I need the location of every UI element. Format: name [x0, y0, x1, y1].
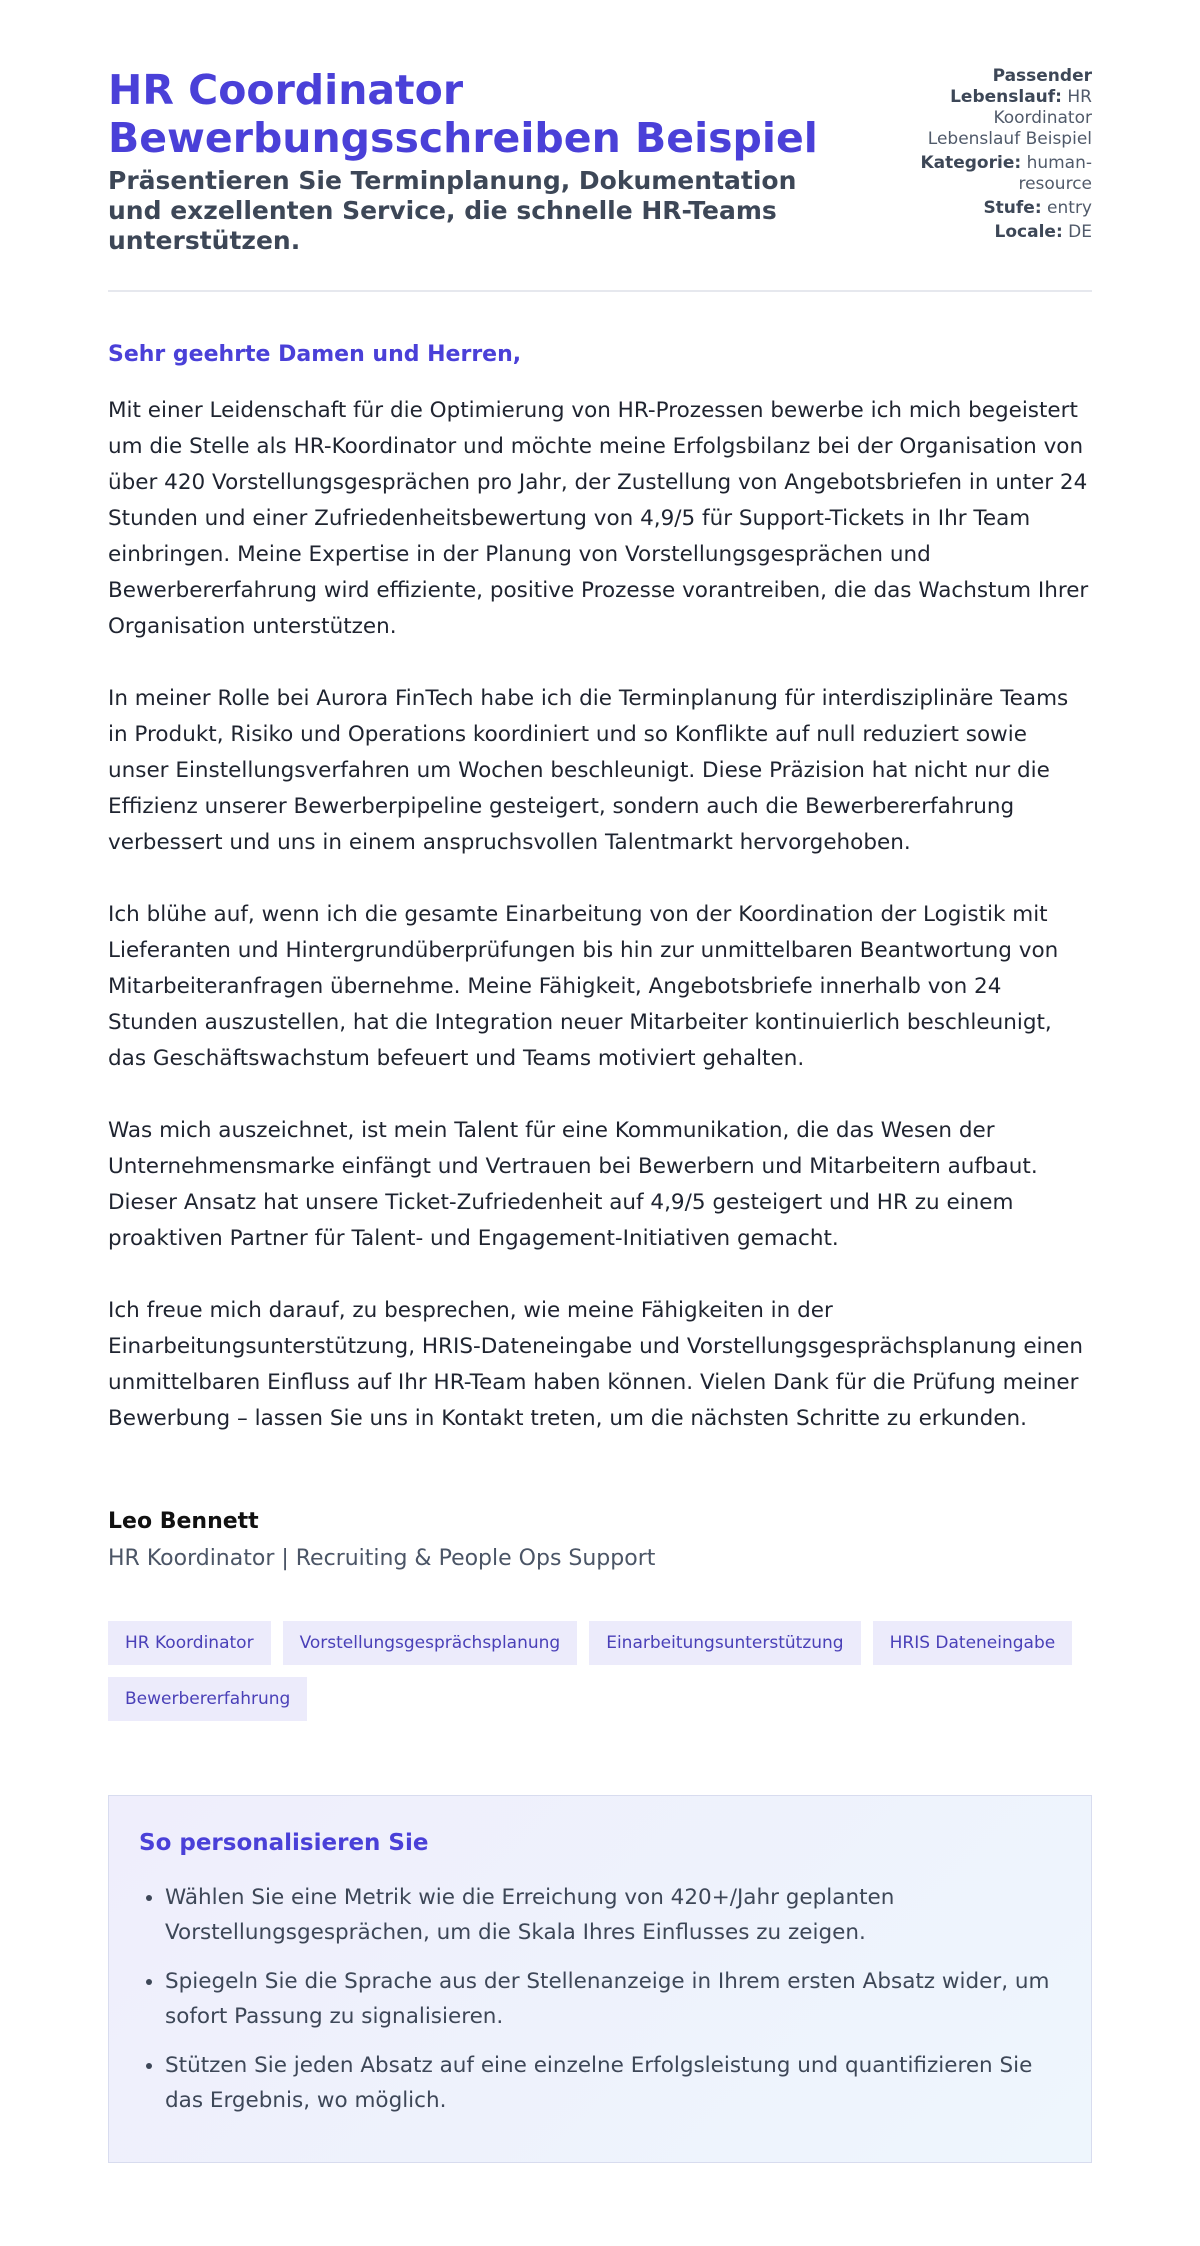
signature-role: HR Koordinator | Recruiting & People Ops Support	[108, 1546, 656, 1571]
skill-tag: Bewerbererfahrung	[108, 1677, 307, 1721]
signature-name: Leo Bennett	[108, 1509, 259, 1534]
letter-paragraph: Ich freue mich darauf, zu besprechen, wie meine Fähigkeiten in der Einarbeitungsunterstützung, HRIS-Dateneingabe und Vorstellungsgesprächsplanung einen unmittelbaren Einfluss auf Ihr HR-Team haben können. Vielen Dank für die Prüfung meiner Bewerbung – lassen Sie uns in Kontakt treten, um die nächsten Schritte zu erkunden.	[108, 1298, 1083, 1431]
skill-tag: HRIS Dateneingabe	[873, 1621, 1073, 1665]
meta-label: Locale:	[994, 222, 1063, 242]
meta-value: HR Koordinator Lebenslauf Beispiel	[927, 87, 1092, 149]
meta-label: Kategorie:	[920, 153, 1022, 173]
meta-locale	[919, 222, 1092, 243]
meta-value: entry	[1047, 198, 1092, 218]
tips-title: So personalisieren Sie	[139, 1830, 429, 1856]
tips-list	[139, 1880, 1061, 2118]
meta-info	[919, 66, 1092, 246]
meta-matching-resume	[919, 66, 1092, 150]
letter-paragraph: Mit einer Leidenschaft für die Optimierung von HR-Prozessen bewerbe ich mich begeistert um die Stelle als HR-Koordinator und möchte meine Erfolgsbilanz bei der Organisation von über 420 Vorstellungsgesprächen pro Jahr, der Zustellung von Angebotsbriefen in unter 24 Stunden und einer Zufriedenheitsbewertung von 4,9/5 für Support-Tickets in Ihr Team einbringen. Meine Expertise in der Planung von Vorstellungsgesprächen und Bewerbererfahrung wird effiziente, positive Prozesse vorantreiben, die das Wachstum Ihrer Organisation unterstützen.	[108, 398, 1089, 639]
page-subtitle: Präsentieren Sie Terminplanung, Dokumentation und exzellenten Service, die schnelle HR-Teams unterstützen.	[108, 166, 797, 255]
skill-tag: Vorstellungsgesprächsplanung	[283, 1621, 578, 1665]
letter-paragraph: Ich blühe auf, wenn ich die gesamte Einarbeitung von der Koordination der Logistik mit Lieferanten und Hintergrundüberprüfungen bis hin zur unmittelbaren Beantwortung von Mitarbeiteranfragen übernehme. Meine Fähigkeit, Angebotsbriefe innerhalb von 24 Stunden auszustellen, hat die Integration neuer Mitarbeiter kontinuierlich beschleunigt, das Geschäftswachstum befeuert und Teams motiviert gehalten.	[108, 902, 1059, 1071]
skill-tag: HR Koordinator	[108, 1621, 271, 1665]
cover-letter-page	[108, 0, 1092, 2163]
skill-tag: Einarbeitungsunterstützung	[589, 1621, 860, 1665]
tip-item: • Stützen Sie jeden Absatz auf eine einzelne Erfolgsleistung und quantifizieren Sie das Ergebnis, wo möglich.	[165, 2048, 1061, 2118]
page-header	[108, 66, 1092, 292]
meta-category	[919, 153, 1092, 195]
meta-value: human-resource	[1018, 153, 1092, 194]
page-title: HR Coordinator Bewerbungsschreiben Beispiel	[108, 66, 818, 162]
title-block	[108, 66, 919, 256]
tip-item: • Spiegeln Sie die Sprache aus der Stellenanzeige in Ihrem ersten Absatz wider, um sofort Passung zu signalisieren.	[165, 1964, 1061, 2034]
meta-label: Stufe:	[983, 198, 1042, 218]
letter-greeting: Sehr geehrte Damen und Herren,	[108, 342, 522, 367]
meta-label: Passender Lebenslauf:	[950, 66, 1092, 107]
skill-tags	[108, 1621, 1092, 1721]
personalization-tips	[108, 1795, 1092, 2163]
meta-value: DE	[1068, 222, 1092, 242]
tip-item: • Wählen Sie eine Metrik wie die Erreichung von 420+/Jahr geplanten Vorstellungsgesprächen, um die Skala Ihres Einflusses zu zeigen.	[165, 1880, 1061, 1950]
letter-paragraph: In meiner Rolle bei Aurora FinTech habe ich die Terminplanung für interdisziplinäre Teams in Produkt, Risiko und Operations koordiniert und so Konflikte auf null reduziert sowie unser Einstellungsverfahren um Wochen beschleunigt. Diese Präzision hat nicht nur die Effizienz unserer Bewerberpipeline gesteigert, sondern auch die Bewerbererfahrung verbessert und uns in einem anspruchsvollen Talentmarkt hervorgehoben.	[108, 686, 1069, 855]
letter-paragraph: Was mich auszeichnet, ist mein Talent für eine Kommunikation, die das Wesen der Unternehmensmarke einfängt und Vertrauen bei Bewerbern und Mitarbeitern aufbaut. Dieser Ansatz hat unsere Ticket-Zufriedenheit auf 4,9/5 gesteigert und HR zu einem proaktiven Partner für Talent- und Engagement-Initiativen gemacht.	[108, 1118, 1038, 1251]
meta-level	[919, 198, 1092, 219]
